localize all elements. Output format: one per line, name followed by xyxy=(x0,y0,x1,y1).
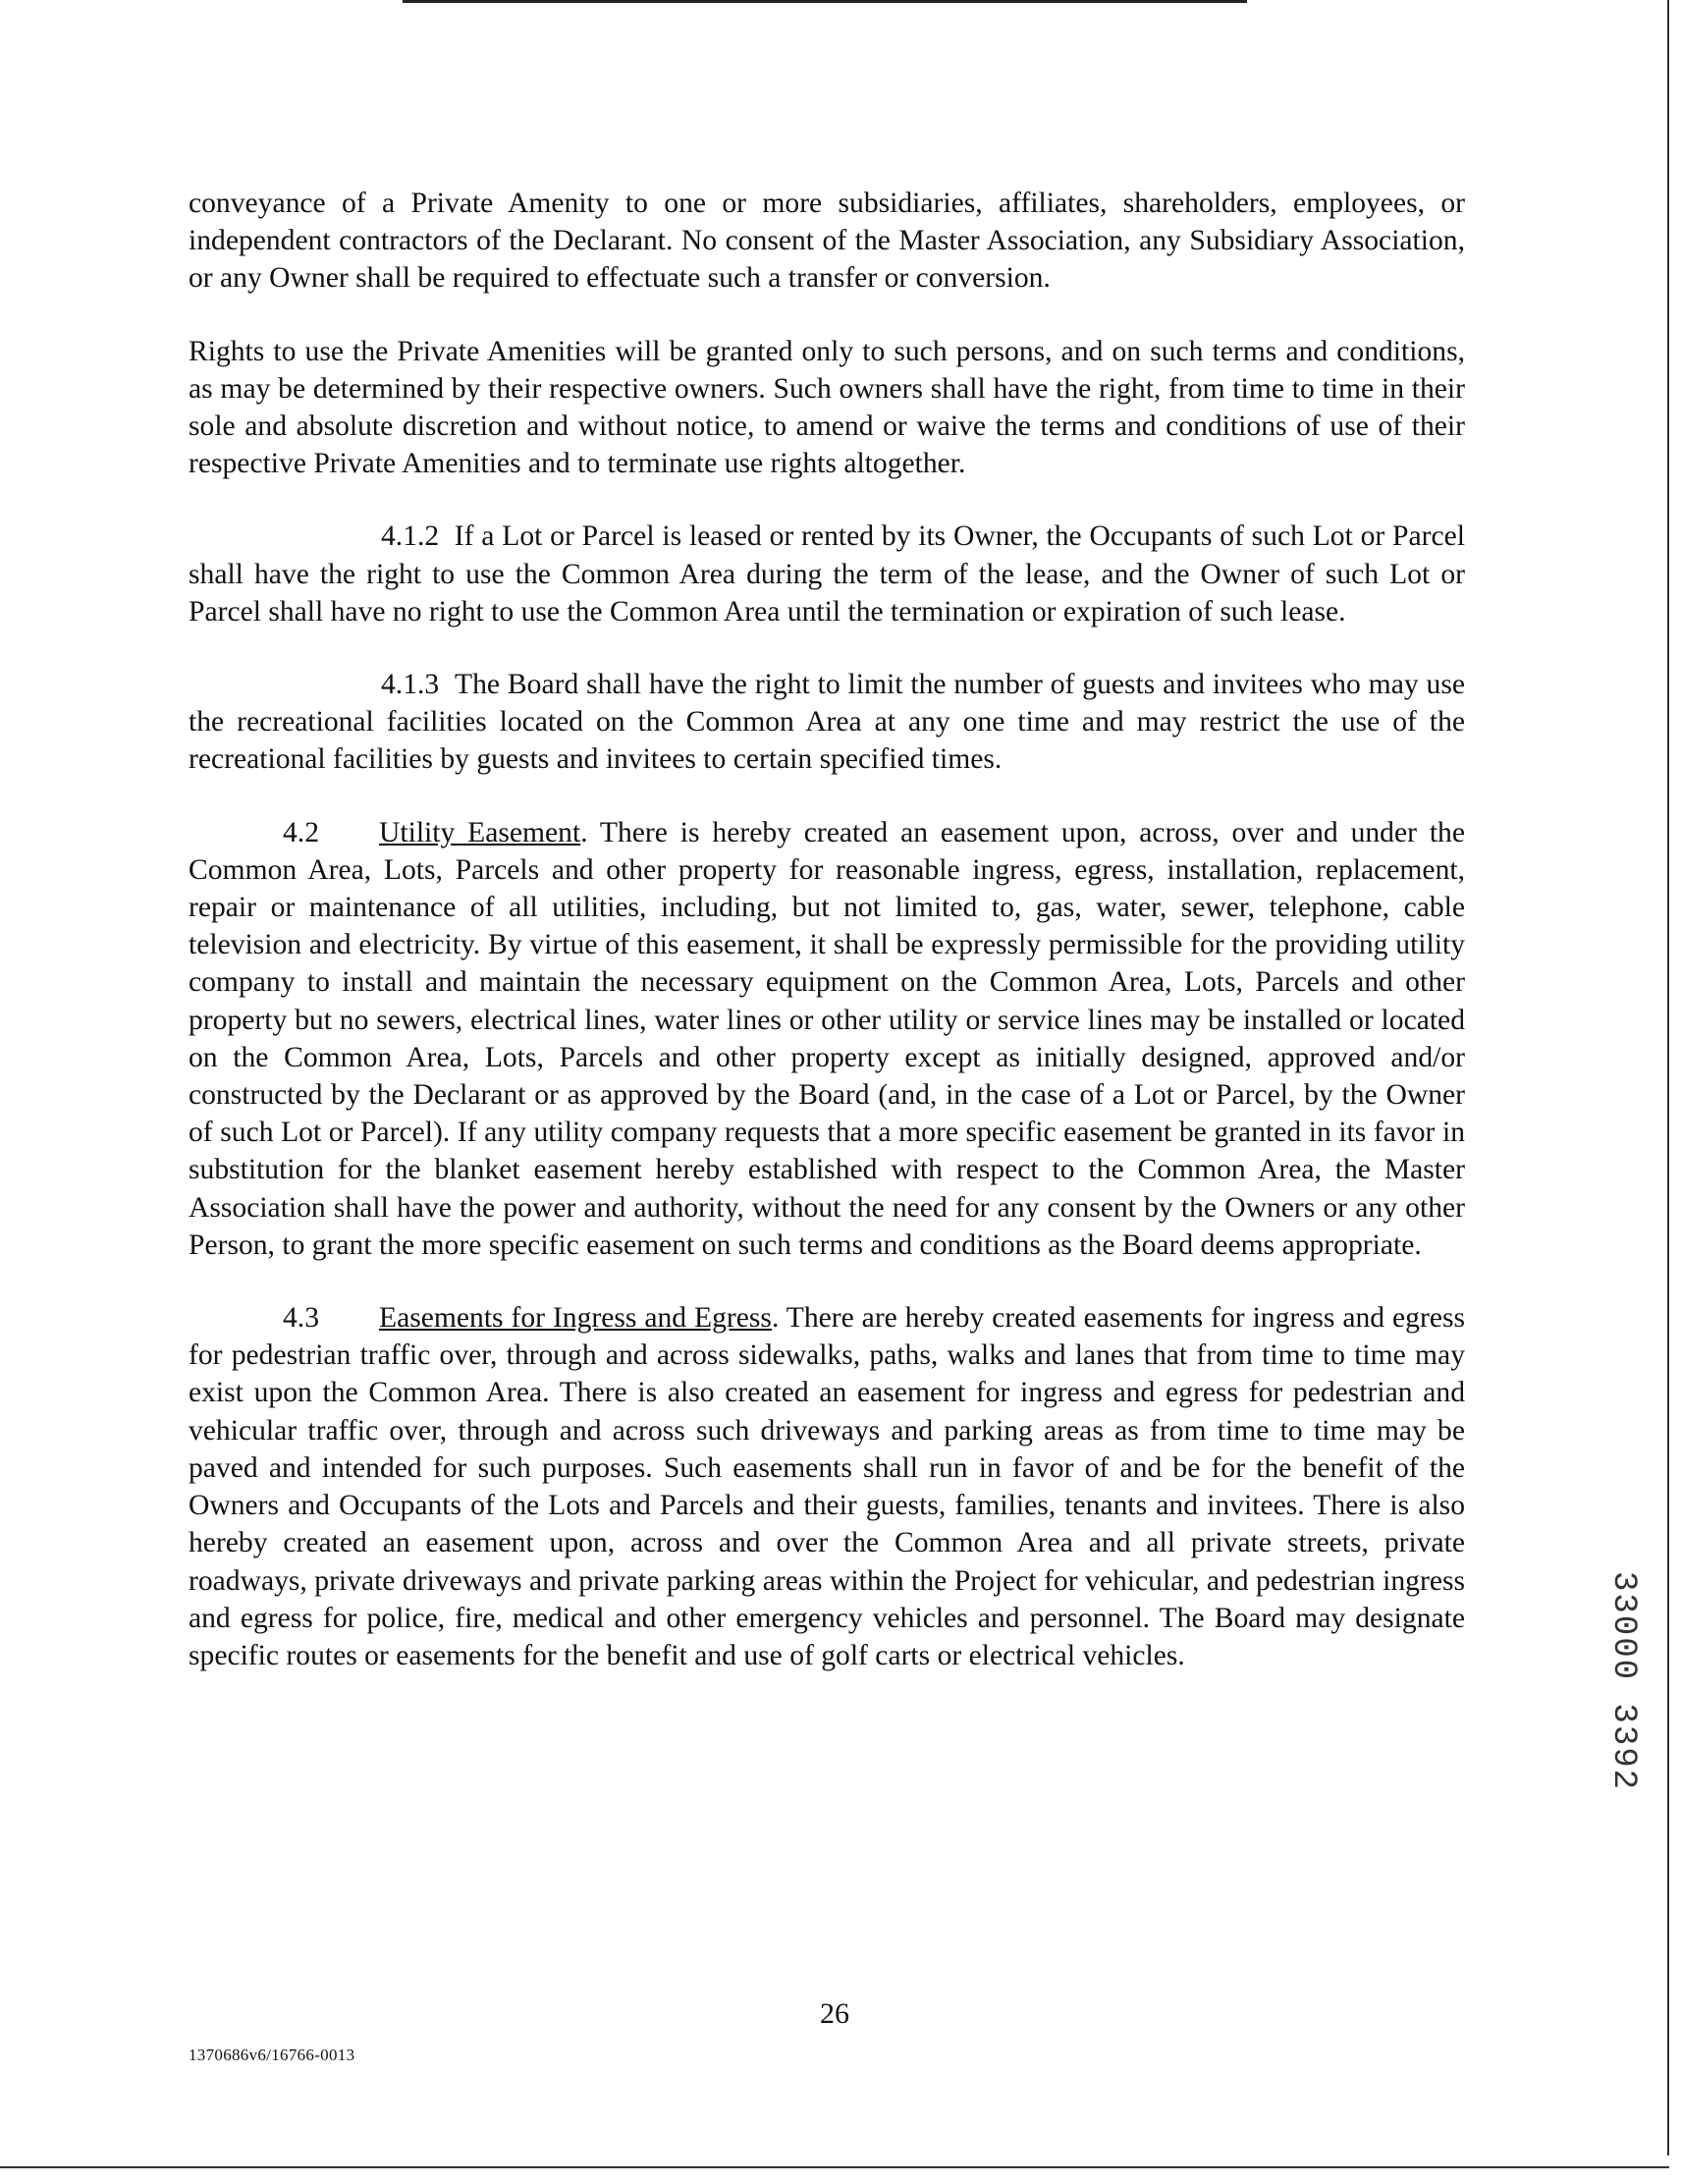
section-4-2-title: Utility Easement xyxy=(379,816,581,848)
section-4-1-3-text: The Board shall have the right to limit the number of guests and invitees who may use the recreational facilities located on the Common Area at any one time and may restrict the use of the recreational facilities by guests and invitees to certain specified times. xyxy=(189,669,1465,776)
section-4-1-3-number: 4.1.3 xyxy=(381,669,440,701)
section-4-2-text: . There is hereby created an easement upon, across, over and under the Common Area, Lots, Parcels and other property for reasonable ingress, egress, installation, replacement, repair or maintenance of all utilities, including, but not limited to, gas, water, sewer, telephone, cable television and electricity. By virtue of this easement, it shall be expressly permissible for the providing utility company to install and maintain the necessary equipment on the Common Area, Lots, Parcels and other property but no sewers, electrical lines, water lines or other utility or service lines may be installed or located on the Common Area, Lots, Parcels and other property except as initially designed, approved and/or constructed by the Declarant or as approved by the Board (and, in the case of a Lot or Parcel, by the Owner of such Lot or Parcel). If any utility company requests that a more specific easement be granted in its favor in substitution for the blanket easement hereby established with respect to the Common Area, the Master Association shall have the power and authority, without the need for any consent by the Owners or any other Person, to grant the more specific easement on such terms and conditions as the Board deems appropriate. xyxy=(189,816,1465,1261)
section-4-1-2-number: 4.1.2 xyxy=(381,520,440,553)
paragraph-private-amenity-conveyance: conveyance of a Private Amenity to one or more subsidiaries, affiliates, shareholders, employees, or independent contractors of the Declarant. No consent of the Master Association, any Subsidiary Association, or any Owner shall be required to effectuate such a transfer or conversion. xyxy=(189,188,1465,295)
paragraph-private-amenities-rights: Rights to use the Private Amenities will be granted only to such persons, and on such terms and conditions, as may be determined by their respective owners. Such owners shall have the right, from time to time in their sole and absolute discretion and without notice, to amend or waive the terms and conditions of use of their respective Private Amenities and to terminate use rights altogether. xyxy=(189,335,1465,480)
section-4-3-text: . There are hereby created easements for ingress and egress for pedestrian traffic over, through and across sidewalks, paths, walks and lanes that from time to time may exist upon the Common Area. There is also created an easement for ingress and egress for pedestrian and vehicular traffic over, through and across such driveways and parking areas as from time to time may be paved and intended for such purposes. Such easements shall run in favor of and be for the benefit of the Owners and Occupants of the Lots and Parcels and their guests, families, tenants and invitees. There is also hereby created an easement upon, across and over the Common Area and all private streets, private roadways, private driveways and private parking areas within the Project for vehicular, and pedestrian ingress and egress for police, fire, medical and other emergency vehicles and personnel. The Board may designate specific routes or easements for the benefit and use of golf carts or electrical vehicles. xyxy=(189,1302,1465,1671)
section-4-3-title: Easements for Ingress and Egress xyxy=(379,1302,772,1335)
section-4-1-2 xyxy=(189,518,1465,630)
section-4-1-2-text: If a Lot or Parcel is leased or rented by its Owner, the Occupants of such Lot or Parcel shall have the right to use the Common Area during the term of the lease, and the Owner of such Lot or Parcel shall have no right to use the Common Area until the termination or expiration of such lease. xyxy=(189,520,1465,628)
scan-right-rule xyxy=(1667,0,1669,2156)
section-4-2 xyxy=(189,814,1465,1264)
scan-bottom-rule xyxy=(0,2166,1669,2168)
section-4-1-3 xyxy=(189,666,1465,779)
page-number: 26 xyxy=(820,1997,849,2030)
section-4-3 xyxy=(189,1299,1465,1674)
document-id: 1370686v6/16766-0013 xyxy=(189,2046,355,2064)
section-4-3-number: 4.3 xyxy=(283,1302,319,1335)
scan-top-rule xyxy=(403,0,1247,3)
document-body xyxy=(189,185,1465,1674)
section-4-2-number: 4.2 xyxy=(283,816,319,848)
margin-recording-stamp: 33000 3392 xyxy=(1604,1571,1642,1792)
